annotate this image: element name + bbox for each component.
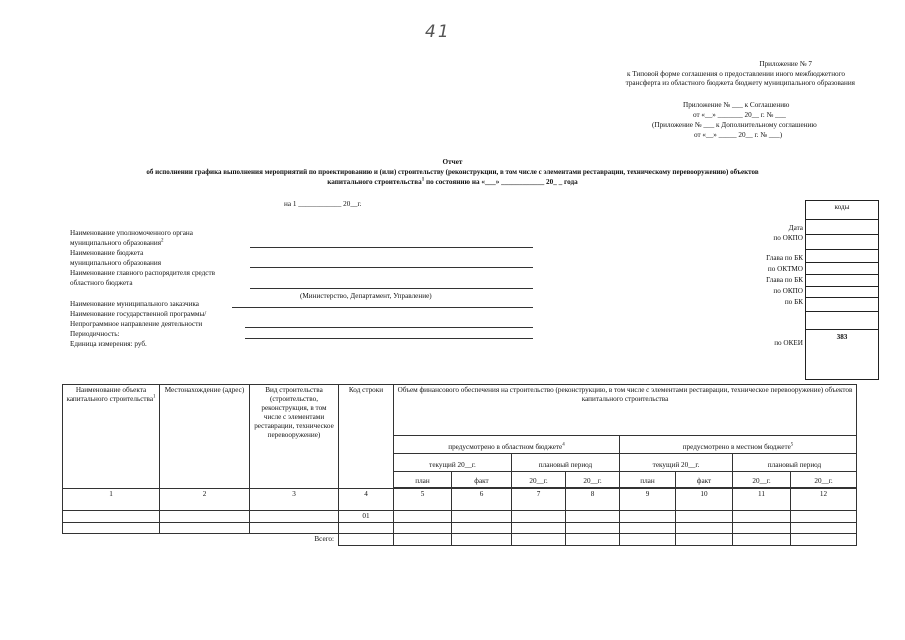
field-direction-label: Непрограммное направление деятельности [70, 320, 203, 328]
col-number: 10 [676, 489, 733, 511]
header-location: Местонахождение (адрес) [160, 385, 250, 489]
header-regional-year-2: 20__г. [566, 472, 620, 488]
col-number: 1 [63, 489, 160, 511]
header-regional-current-year: текущий 20__г. [394, 454, 512, 472]
header-local-text: предусмотрено в местном бюджете [682, 443, 791, 451]
report-title-date: по состоянию на «___» ____________ 20_ _ года [424, 178, 578, 186]
table-cell[interactable] [566, 523, 620, 534]
field-customer-label: Наименование муниципального заказчика [70, 300, 199, 308]
col-number: 12 [791, 489, 857, 511]
col-number: 5 [394, 489, 452, 511]
col-number: 11 [733, 489, 791, 511]
code-cell-oktmo [806, 262, 878, 263]
total-cell[interactable] [394, 534, 452, 546]
total-row [63, 534, 857, 546]
label-oktmo: по ОКТМО [767, 265, 803, 273]
field-organ-label-2 [70, 239, 164, 248]
footnote-5-marker: 5 [790, 442, 794, 448]
header-regional-budget [394, 436, 620, 454]
field-budget-label-1: Наименование бюджета [70, 249, 144, 257]
table-cell[interactable] [160, 523, 250, 534]
header-local-plan: план [620, 472, 676, 488]
label-date: Дата [788, 224, 803, 232]
header-financing: Объем финансового обеспечения на строительство (реконструкцию, в том числе с элементами реставрации, техническое перевооружение) объектов капитального строительства [394, 385, 857, 436]
table-cell[interactable] [566, 511, 620, 523]
col-number: 9 [620, 489, 676, 511]
header-regional-text: предусмотрено в областном бюджете [448, 443, 563, 451]
header-regional-year-1: 20__г. [512, 472, 566, 488]
header-regional-fact: факт [452, 472, 512, 488]
report-date-line: на 1 ____________ 20__г. [284, 200, 362, 208]
header-object-text: Наименование объекта капитального строительства [66, 386, 154, 403]
footnote-2-marker: 2 [161, 238, 164, 244]
field-periodicity-label: Периодичность: [70, 330, 120, 338]
table-cell[interactable] [733, 523, 791, 534]
field-budget-label-2: муниципального образования [70, 259, 162, 267]
header-local-current-year: текущий 20__г. [620, 454, 733, 472]
page-number: 41 [425, 22, 451, 42]
header-object [63, 385, 160, 489]
total-cell[interactable] [676, 534, 733, 546]
label-bk-head-2: Глава по БК [766, 276, 803, 284]
okei-code: 383 [836, 333, 848, 341]
header-local-budget [620, 436, 857, 454]
col-number: 7 [512, 489, 566, 511]
row-code-cell: 01 [339, 511, 394, 523]
footnote-1-marker: 1 [421, 177, 425, 183]
col-number: 8 [566, 489, 620, 511]
report-title-line-1: об исполнении графика выполнения мероприятий по проектированию и (или) строительству (реконструкции, в том числе с элементами реставрации, техническому перевооружению) объектов [146, 168, 759, 176]
field-budget-line [250, 267, 533, 268]
column-numbers-row [63, 489, 857, 511]
agreement-ref-line-1: Приложение № ___ к Соглашению [683, 101, 790, 109]
appendix-line-3: трансферта из областного бюджета бюджету муниципального образования [625, 79, 855, 87]
col-number: 6 [452, 489, 512, 511]
header-regional-plan: план [394, 472, 452, 488]
field-organ-label-1: Наименование уполномоченного органа [70, 229, 193, 237]
table-cell[interactable] [394, 523, 452, 534]
table-cell[interactable] [63, 511, 160, 523]
table-cell[interactable] [676, 523, 733, 534]
table-cell[interactable] [512, 523, 566, 534]
field-grbs-line [250, 288, 533, 289]
field-grbs-note: (Министерство, Департамент, Управление) [300, 292, 432, 300]
field-organ-text: муниципального образования [70, 239, 162, 247]
table-cell[interactable] [250, 511, 339, 523]
table-cell[interactable] [791, 511, 857, 523]
total-cell[interactable] [733, 534, 791, 546]
col-number: 3 [250, 489, 339, 511]
agreement-ref-line-3: (Приложение № ___ к Дополнительному соглашению [652, 121, 817, 129]
header-local-planned-period: плановый период [733, 454, 857, 472]
field-customer-line [232, 307, 533, 308]
table-row [63, 523, 857, 534]
agreement-ref-line-4: от «__» _____ 20__ г. № ___) [694, 131, 783, 139]
codes-box [805, 200, 879, 380]
col-number: 2 [160, 489, 250, 511]
table-cell[interactable] [512, 511, 566, 523]
execution-table [62, 384, 857, 546]
appendix-line-2: к Типовой форме соглашения о предоставлении иного межбюджетного [626, 70, 845, 78]
code-cell-okpo-1 [806, 234, 878, 235]
code-cell-okpo-2 [806, 286, 878, 287]
table-cell[interactable] [733, 511, 791, 523]
col-number: 4 [339, 489, 394, 511]
table-row [63, 511, 857, 523]
total-cell[interactable] [566, 534, 620, 546]
table-cell[interactable] [676, 511, 733, 523]
table-cell[interactable] [791, 523, 857, 534]
total-cell[interactable] [512, 534, 566, 546]
table-cell[interactable] [620, 523, 676, 534]
table-cell[interactable] [160, 511, 250, 523]
total-cell[interactable] [791, 534, 857, 546]
code-cell-bk-head-1 [806, 249, 878, 250]
table-cell[interactable] [394, 511, 452, 523]
report-title-object: капитального строительства [327, 178, 422, 186]
field-organ-line [250, 247, 533, 248]
table-cell[interactable] [620, 511, 676, 523]
label-bk: по БК [784, 298, 803, 306]
header-local-year-2: 20__г. [791, 472, 857, 488]
table-cell[interactable] [63, 523, 160, 534]
header-local-year-1: 20__г. [733, 472, 791, 488]
field-direction-line [245, 327, 533, 328]
field-periodicity-line [245, 338, 533, 339]
header-local-fact: факт [676, 472, 733, 488]
code-cell-bk [806, 297, 878, 298]
total-cell[interactable] [620, 534, 676, 546]
field-program-label: Наименование государственной программы/ [70, 310, 207, 318]
header-regional-planned-period: плановый период [512, 454, 620, 472]
label-okei: по ОКЕИ [774, 339, 803, 347]
field-grbs-label-2: областного бюджета [70, 279, 133, 287]
label-bk-head-1: Глава по БК [766, 254, 803, 262]
field-unit-label: Единица измерения: руб. [70, 340, 147, 348]
report-heading: Отчет [442, 158, 463, 166]
table-cell[interactable] [452, 523, 512, 534]
footnote-4-marker: 4 [562, 442, 565, 448]
code-cell-okei [806, 329, 878, 330]
report-title-line-2 [0, 178, 905, 187]
total-label: Всего: [314, 535, 334, 543]
header-construction-type: Вид строительства (строительство, реконструкция, в том числе с элементами реставрации, техническое перевооружение) [250, 385, 339, 489]
footnote-1-marker-table: 1 [153, 394, 156, 400]
label-okpo-1: по ОКПО [773, 234, 803, 242]
appendix-line-1: Приложение № 7 [759, 60, 812, 68]
field-grbs-label-1: Наименование главного распорядителя средств [70, 269, 216, 277]
table-cell[interactable] [452, 511, 512, 523]
total-cell[interactable] [452, 534, 512, 546]
agreement-ref-line-2: от «__» _______ 20__ г. № ___ [693, 111, 786, 119]
table-cell[interactable] [339, 523, 394, 534]
code-cell-blank [806, 311, 878, 312]
code-cell-bk-head-2 [806, 274, 878, 275]
label-okpo-2: по ОКПО [773, 287, 803, 295]
table-cell[interactable] [250, 523, 339, 534]
header-row-code: Код строки [339, 385, 394, 489]
codes-header: коды [834, 203, 850, 211]
code-cell-date [806, 219, 878, 220]
total-cell[interactable] [339, 534, 394, 546]
